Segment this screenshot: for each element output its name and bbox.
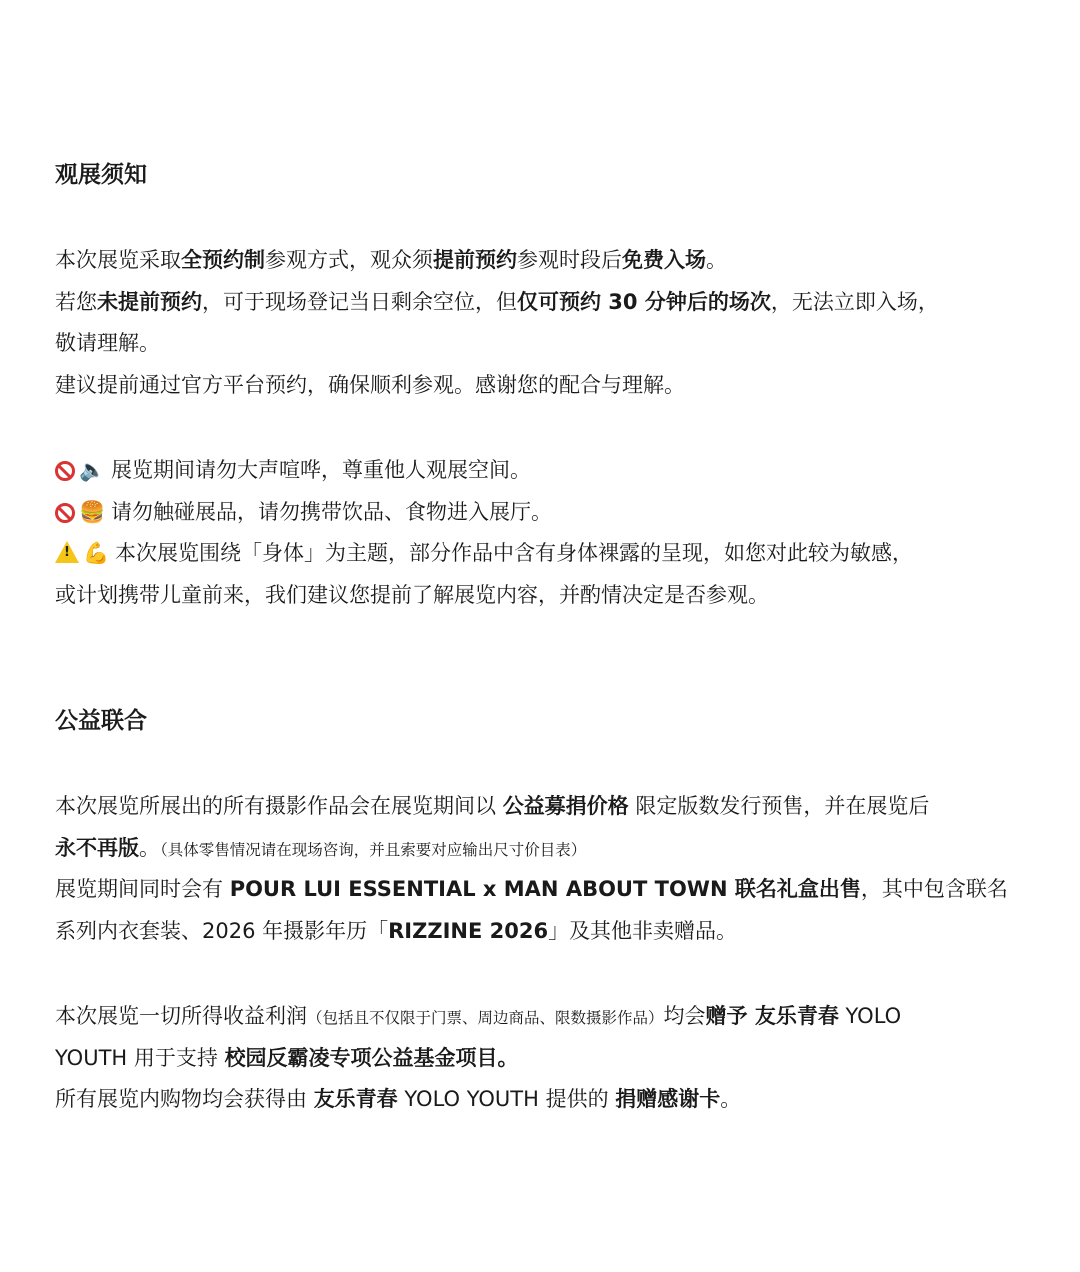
notice-line-3: 敬请理解。 (55, 331, 160, 355)
text-segment: 用于支持 (133, 1045, 225, 1070)
charity-line-4 (55, 911, 1040, 953)
proceeds-line-2 (55, 1038, 1040, 1080)
text-segment: 。 (706, 248, 727, 272)
bold-charity-price: 公益募捐价格 (502, 794, 629, 818)
bold-thank-you-card: 捐赠感谢卡 (615, 1087, 721, 1111)
text-segment: ，无法立即入场， (770, 289, 939, 314)
burger-icon: 🍔 (79, 499, 106, 524)
notice-line-4: 建议提前通过官方平台预约，确保顺利参观。感谢您的配合与理解。 (55, 372, 685, 397)
bold-free-entry: 免费入场 (622, 248, 706, 272)
charity-line-3 (55, 869, 1040, 911)
rule-text: 本次展览围绕「身体」为主题，部分作品中含有身体裸露的呈现，如您对此较为敏感， (115, 541, 913, 565)
text-segment: 参观方式，观众须 (265, 248, 433, 272)
text-segment: 均会 (663, 1004, 706, 1028)
text-segment: 本次展览一切所得收益利润 (55, 1004, 307, 1028)
bold-rizzine: RIZZINE 2026 (388, 918, 549, 943)
bold-anti-bullying-fund: 校园反霸凌专项公益基金项目。 (224, 1045, 519, 1070)
notice-line-2 (55, 282, 1040, 324)
notice-paragraph (55, 240, 1040, 406)
speaker-icon: 🔈 (79, 458, 106, 482)
bold-yolo-cn: 友乐青春 (313, 1087, 398, 1111)
text-segment: 。 (139, 835, 160, 860)
charity-line-2 (55, 828, 1040, 870)
text-segment: YOLO (838, 1004, 902, 1028)
text-segment: 本次展览所展出的所有摄影作品会在展览期间以 (55, 794, 503, 818)
text-segment: YOLO YOUTH 提供的 (397, 1087, 616, 1111)
text-segment: 」及其他非卖赠品。 (548, 918, 738, 943)
charity-paragraph-2 (55, 996, 1040, 1121)
text-segment: 展览期间同时会有 (55, 877, 230, 901)
text-segment: ，其中包含联名 (860, 877, 1008, 901)
text-segment: ，可于现场登记当日剩余空位，但 (202, 289, 517, 314)
text-segment: 所有展览内购物均会获得由 (55, 1087, 314, 1111)
section-title-exhibition-notice: 观展须知 (55, 162, 147, 188)
text-segment: 限定版数发行预售，并在展览后 (628, 794, 930, 818)
text-segment: 若您 (55, 289, 97, 314)
charity-paragraph-1 (55, 786, 1040, 952)
proceeds-line-1 (55, 996, 1040, 1038)
bold-full-reservation: 全预约制 (181, 248, 265, 272)
rule-item-quiet (55, 450, 1040, 492)
small-note-pricing: （具体零售情况请在现场咨询，并且索要对应输出尺寸价目表） (160, 840, 587, 859)
charity-line-1 (55, 786, 1040, 828)
proceeds-line-3 (55, 1079, 1040, 1121)
small-note-includes: （包括且不仅限于门票、周边商品、限数摄影作品） (307, 1009, 664, 1027)
section-title-charity: 公益联合 (55, 708, 147, 734)
flexed-biceps-icon: 💪 (83, 541, 110, 565)
rule-item-no-touch (55, 492, 1040, 534)
no-entry-icon (55, 461, 75, 481)
text-segment: 参观时段后 (517, 248, 622, 272)
rules-list (55, 450, 1040, 616)
bold-30-min-slot: 仅可预约 30 分钟后的场次 (517, 289, 771, 314)
bold-no-reservation: 未提前预约 (97, 289, 202, 314)
warning-icon: ! (55, 541, 79, 563)
rule-text: 展览期间请勿大声喧哗，尊重他人观展空间。 (111, 458, 531, 482)
bold-donate-yolo: 赠予 友乐青春 (705, 1004, 839, 1028)
text-segment: 本次展览采取 (55, 248, 181, 272)
bold-advance-booking: 提前预约 (433, 248, 517, 272)
text-segment: 系列内衣套装、2026 年摄影年历「 (55, 918, 389, 943)
text-segment: YOUTH (55, 1045, 134, 1070)
no-entry-icon (55, 503, 75, 523)
text-segment: 。 (720, 1087, 742, 1111)
rule-item-body-theme-cont: 或计划携带儿童前来，我们建议您提前了解展览内容，并酌情决定是否参观。 (55, 582, 769, 607)
notice-line-1 (55, 240, 1040, 282)
rule-item-body-theme (55, 533, 1040, 575)
bold-never-reprint: 永不再版 (55, 835, 139, 860)
rule-text: 请勿触碰展品，请勿携带饮品、食物进入展厅。 (111, 499, 552, 524)
bold-gift-box: POUR LUI ESSENTIAL x MAN ABOUT TOWN 联名礼盒出售 (229, 877, 861, 901)
